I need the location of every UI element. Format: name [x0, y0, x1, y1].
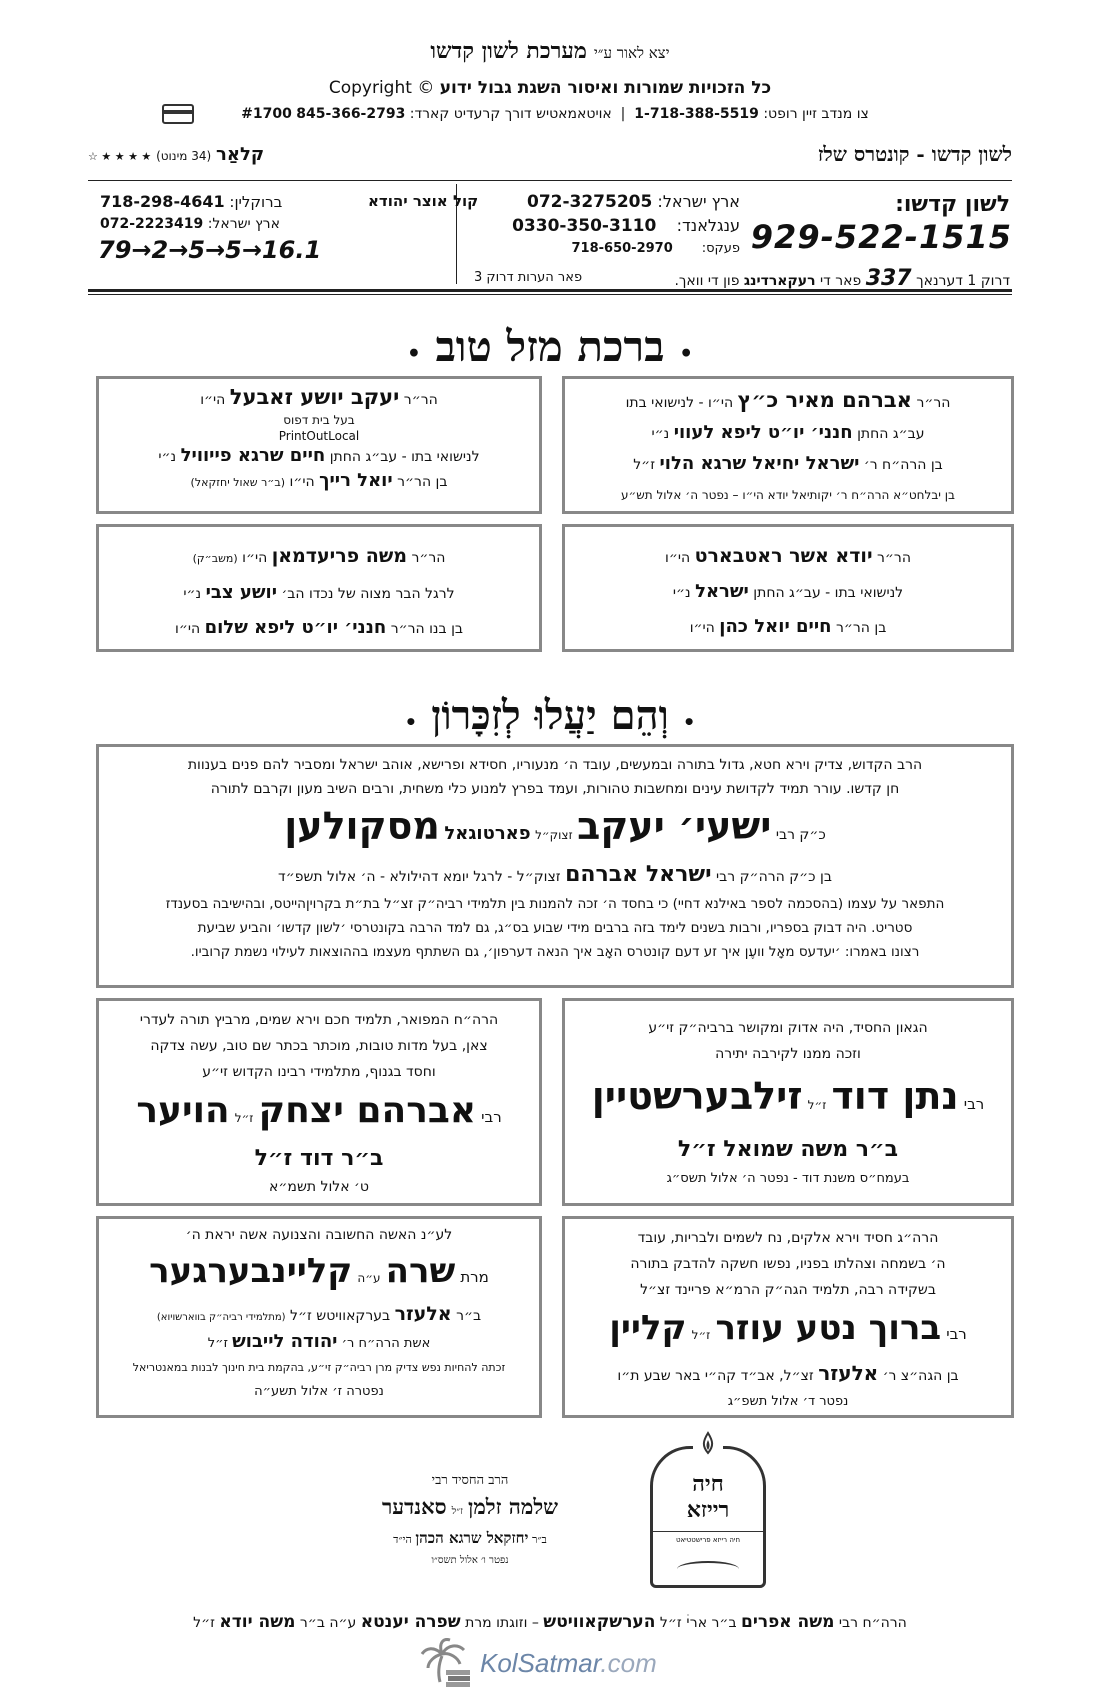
menu-sequence: 79→2→5→5→16.1 — [98, 236, 322, 264]
il-phone-row: ארץ ישראל: 072-3275205 — [526, 192, 740, 212]
publisher-line: יצא לאור ע״י מערכת לשון קדשו — [430, 38, 670, 64]
mazal-tov-box-friedman: הר״ר משה פריעדמאן הי״ו (משב״ק) לרגל הבר מצוה של נכדו הב׳ יושע צבי נ״י בן בנו הר״ר חנני׳ יו״ט ליפא שלום הי״ו — [96, 524, 542, 652]
donation-line: צו מנדב זיין רופט: 1-718-388-5519 | אויטאמאטיש דורך קרעדיט קארד: #1700 845-366-2793 — [241, 106, 869, 122]
series-title: לשון קדשו - קונטרס שלז — [817, 142, 1012, 166]
credit-card-icon — [162, 104, 194, 124]
kol-otzar-title: קול אוצר יהודא — [368, 192, 479, 210]
uk-phone-row: ענגלאנד: 0330-350-3110 — [512, 216, 740, 236]
comments-instructions: פאר הערות דרוק 3 — [474, 270, 583, 285]
memorial-main-box: הרב הקדוש, צדיק וירא חטא, גדול בתורה ובמעשים, עובד ה׳ מנעוריו, חסידא ופרישא, אוהב ישראל ומסביר להם פנים בענוות חן קדשו. עורר תמיד לקדושת עינים ומחשבות טהורות, ועמד בפרץ למנוע כלי משחית, ורבים השיב מעון וקרבם לתורה כ״ק רבי ישעי׳ יעקב זצוק״ל פארטוגאל מסקולען בן כ״ק הרה״ק רבי ישראל אברהם זצוק״ל - לרגל יומא דהילולא - ה׳ אלול תשפ״ד התפאר על עצמו (בהסכמה לספר באילנא דחיי) כי בחסד ה׳ זכה להמנות בין תלמידי רביה״ק זצ״ל בת״ת בקרויןהייטס, ובהישיבה בסענדז סטריט. היה דבוק בספריו, ורבות בשנים לימד בזה ברבים מידי שבוע בס״ג, גם למד הרבה בקונטרסי ׳לשון קדשו׳ והביע שביעת רצונו באמרו: ׳יעדעס מאָל וועֶן איך זע דעם קונטרס האָב איך הנאה דערפון׳, גם השתתף מעצמו בההוצאות לעילוי נשמת קרוביו. — [96, 744, 1014, 988]
clear-label: קלאַר (34 מינוט) ★ ★ ★ ★ ☆ — [88, 144, 265, 165]
footer-dedication: הרה״ח רבי משה אפרים ב״ר אריׄ ז״ל הערשקאוויטש – וזוגתו מרת שפרה יענטא ע״ה ב״ר משה יודא ז״ל — [193, 1612, 907, 1632]
rating-stars: ★ ★ ★ ★ ☆ — [88, 150, 152, 163]
kolsatmar-logo[interactable]: KolSatmar.com — [420, 1638, 680, 1688]
palm-tree-books-icon — [420, 1638, 474, 1688]
fax-row: פעקס: 718-650-2970 — [571, 241, 740, 256]
main-phone[interactable]: 929-522-1515 — [750, 218, 1012, 256]
credit-card-phone[interactable]: 845-366-2793 — [296, 106, 406, 122]
contact-title: לשון קדשו: — [895, 192, 1010, 217]
candle-icon — [693, 1431, 723, 1461]
mazal-tov-heading: • ברכת מזל טוב • — [406, 322, 694, 371]
record-instructions: דרוק 1 דערנאך 337 פאר די רעקארדינג פון די וואך. — [674, 266, 1010, 291]
memorial-heading: • וְהֵם יַעֲלוּ לְזִכָּרוֹן • — [404, 692, 696, 739]
donation-phone[interactable]: 1-718-388-5519 — [634, 106, 759, 122]
il2-row: ארץ ישראל: 072-2223419 — [100, 216, 280, 232]
memorial-box-silberstein: הגאון החסיד, היה אדוק ומקושר ברביה״ק זי״ע וזכה ממנו לקירבה יתירה רבי נתן דוד ז״ל זילבערשטיין ב״ר משה שמואל ז״ל בעמח״ס משנת דוד - נפטר ה׳ אלול תשס״ג — [562, 998, 1014, 1206]
copyright-line: כל הזכויות שמורות ואיסור השגת גבול ידוע Copyright © — [328, 78, 772, 98]
memorial-box-hoyer: הרה״ח המפואר, תלמיד חכם וירא שמים, מרביץ תורה לעדרי צאן, בעל מדות טובות, מוכתר בכתר שם טוב, עשה צדקה וחסד בגנוף, מתלמידי רבינו הקדוש זי״ע רבי אברהם יצחק ז״ל הויער ב״ר דוד ז״ל ט׳ אלול תשמ״א — [96, 998, 542, 1206]
mazal-tov-box-zobel: הר״ר יעקב יושע זאבעל הי״ו בעל בית דפוס PrintOutLocal לנישואי בתו - עב״ג החתן חיים שרגא פייוויל נ״י בן הר״ר יואל רייך הי״ו (ב״ר שאול יחזקאל) — [96, 376, 542, 514]
mazal-tov-box-katz: הר״ר אברהם מאיר כ״ץ הי״ו - לנישואי בתו עב״ג החתן חנני׳ יו״ט ליפא לעווי נ״י בן הרה״ח ר׳ ישראל יחיאל שרגא הלוי ז״ל בן יבלחט״א הרה״ח ר׳ יקותיאל יודא הי״ו – נפטר ה׳ אלול תש״ע — [562, 376, 1014, 514]
sandor-memorial: הרב החסיד רבי שלמה זלמן ז״ל סאנדער ב״ר יחזקאל שרגא הכהן הי״ד נפטר ו׳ אלול תשס״ו — [381, 1473, 559, 1566]
mazal-tov-box-rotbart: הר״ר יודא אשר ראטבארט הי״ו לנישואי בתו - עב״ג החתן ישראל נ״י בן הר״ר חיים יואל כהן הי״ו — [562, 524, 1014, 652]
memorial-box-klein: הרה״ג חסיד וירא אלקים, נח לשמים ולבריות, עובד ה׳ בשמחה וצהלתו בפניו, נפשו חשקה להדבק בתורה בשקידה רבה, תלמיד הגה״ק הרמ״א פריינד זצ״ל רבי ברוך נטע עוזר ז״ל קליין בן הגה״צ ר׳ אלעזר זצ״ל, אב״ד קה״י באר שבע ת״ו נפטר ד׳ אלול תשפ״ג — [562, 1216, 1014, 1418]
publisher-name: מערכת לשון קדשו — [430, 38, 587, 64]
brooklyn-row: ברוקלין: 718-298-4641 — [100, 192, 283, 211]
memorial-seal: חיה רייזא חיה רייזא פרישטטיאט — [650, 1446, 766, 1588]
memorial-box-kleinberger: לע״נ האשה החשובה והצנועה אשה יראת ה׳ מרת שרה ע״ה קליינבערגער ב״ר אלעזר בערקאוויטש ז״ל (מתלמידי רביה״ק בווארשויוא) אשת הרה״ח ר׳ יהודה לייבוש ז״ל זכתה להחיות נפש צדיק מרן רביה״ק זי״ע, בהקמת בית חינוך לבנות במאנטריאל נפטרה ז׳ אלול תשע״ה — [96, 1216, 542, 1418]
